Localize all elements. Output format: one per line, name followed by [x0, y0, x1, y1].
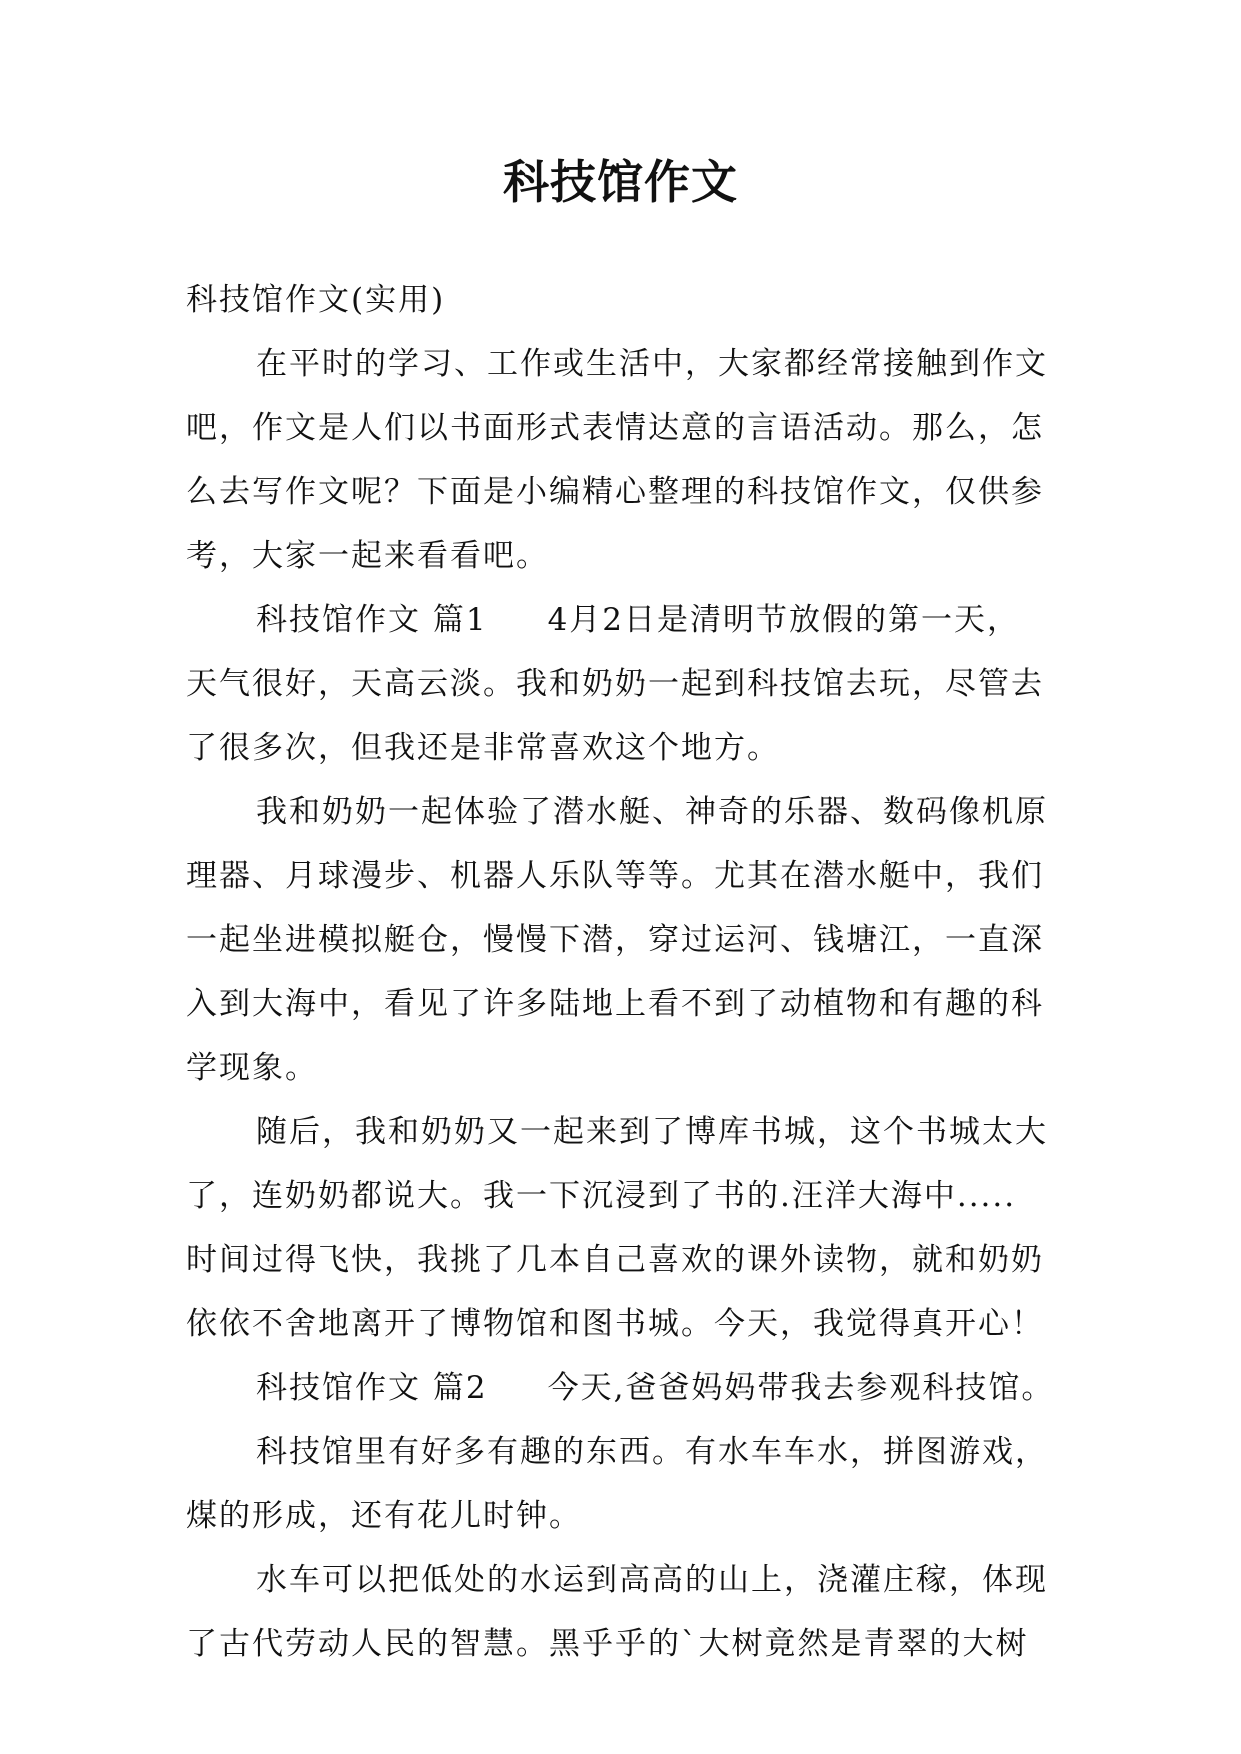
paragraph-line: 一起坐进模拟艇仓，慢慢下潜，穿过运河、钱塘江，一直深: [186, 922, 1044, 958]
paragraph-text: 今天,爸爸妈妈带我去参观科技馆。: [547, 1370, 1055, 1406]
paragraph-line: 考，大家一起来看看吧。: [186, 538, 549, 574]
paragraph-text: 4月2日是清明节放假的第一天，: [547, 602, 1021, 638]
paragraph-line: 随后，我和奶奶又一起来到了博库书城，这个书城太大: [256, 1114, 1048, 1150]
paragraph-line: 了古代劳动人民的智慧。黑乎乎的`大树竟然是青翠的大树: [186, 1626, 1029, 1662]
document-body: [186, 268, 1056, 1676]
paragraph-line: 水车可以把低处的水运到高高的山上，浇灌庄稼，体现: [256, 1562, 1048, 1598]
paragraph-line: 学现象。: [186, 1050, 318, 1086]
paragraph-line: 理器、月球漫步、机器人乐队等等。尤其在潜水艇中，我们: [186, 858, 1044, 894]
paragraph-line: 了很多次，但我还是非常喜欢这个地方。: [186, 730, 780, 766]
paragraph-line: 了，连奶奶都说大。我一下沉浸到了书的.汪洋大海中.....: [186, 1178, 1017, 1214]
section-heading-line: [186, 1356, 1056, 1420]
paragraph-line: 时间过得飞快，我挑了几本自己喜欢的课外读物，就和奶奶: [186, 1242, 1044, 1278]
paragraph-line: 依依不舍地离开了博物馆和图书城。今天，我觉得真开心！: [186, 1306, 1044, 1342]
paragraph-line: 天气很好，天高云淡。我和奶奶一起到科技馆去玩，尽管去: [186, 666, 1044, 702]
section-heading: 科技馆作文 篇2: [256, 1370, 488, 1406]
paragraph-line: 吧，作文是人们以书面形式表情达意的言语活动。那么，怎: [186, 410, 1044, 446]
paragraph-line: 入到大海中，看见了许多陆地上看不到了动植物和有趣的科: [186, 986, 1044, 1022]
section-heading: 科技馆作文 篇1: [256, 602, 488, 638]
subtitle-line: 科技馆作文(实用): [186, 282, 446, 318]
paragraph-line: 我和奶奶一起体验了潜水艇、神奇的乐器、数码像机原: [256, 794, 1048, 830]
paragraph-line: 么去写作文呢？下面是小编精心整理的科技馆作文，仅供参: [186, 474, 1044, 510]
section-heading-line: [186, 588, 1056, 652]
document-title: 科技馆作文: [503, 155, 738, 209]
paragraph-line: 煤的形成，还有花儿时钟。: [186, 1498, 582, 1534]
paragraph-line: 在平时的学习、工作或生活中，大家都经常接触到作文: [256, 346, 1048, 382]
paragraph-line: 科技馆里有好多有趣的东西。有水车车水，拼图游戏，: [256, 1434, 1048, 1470]
